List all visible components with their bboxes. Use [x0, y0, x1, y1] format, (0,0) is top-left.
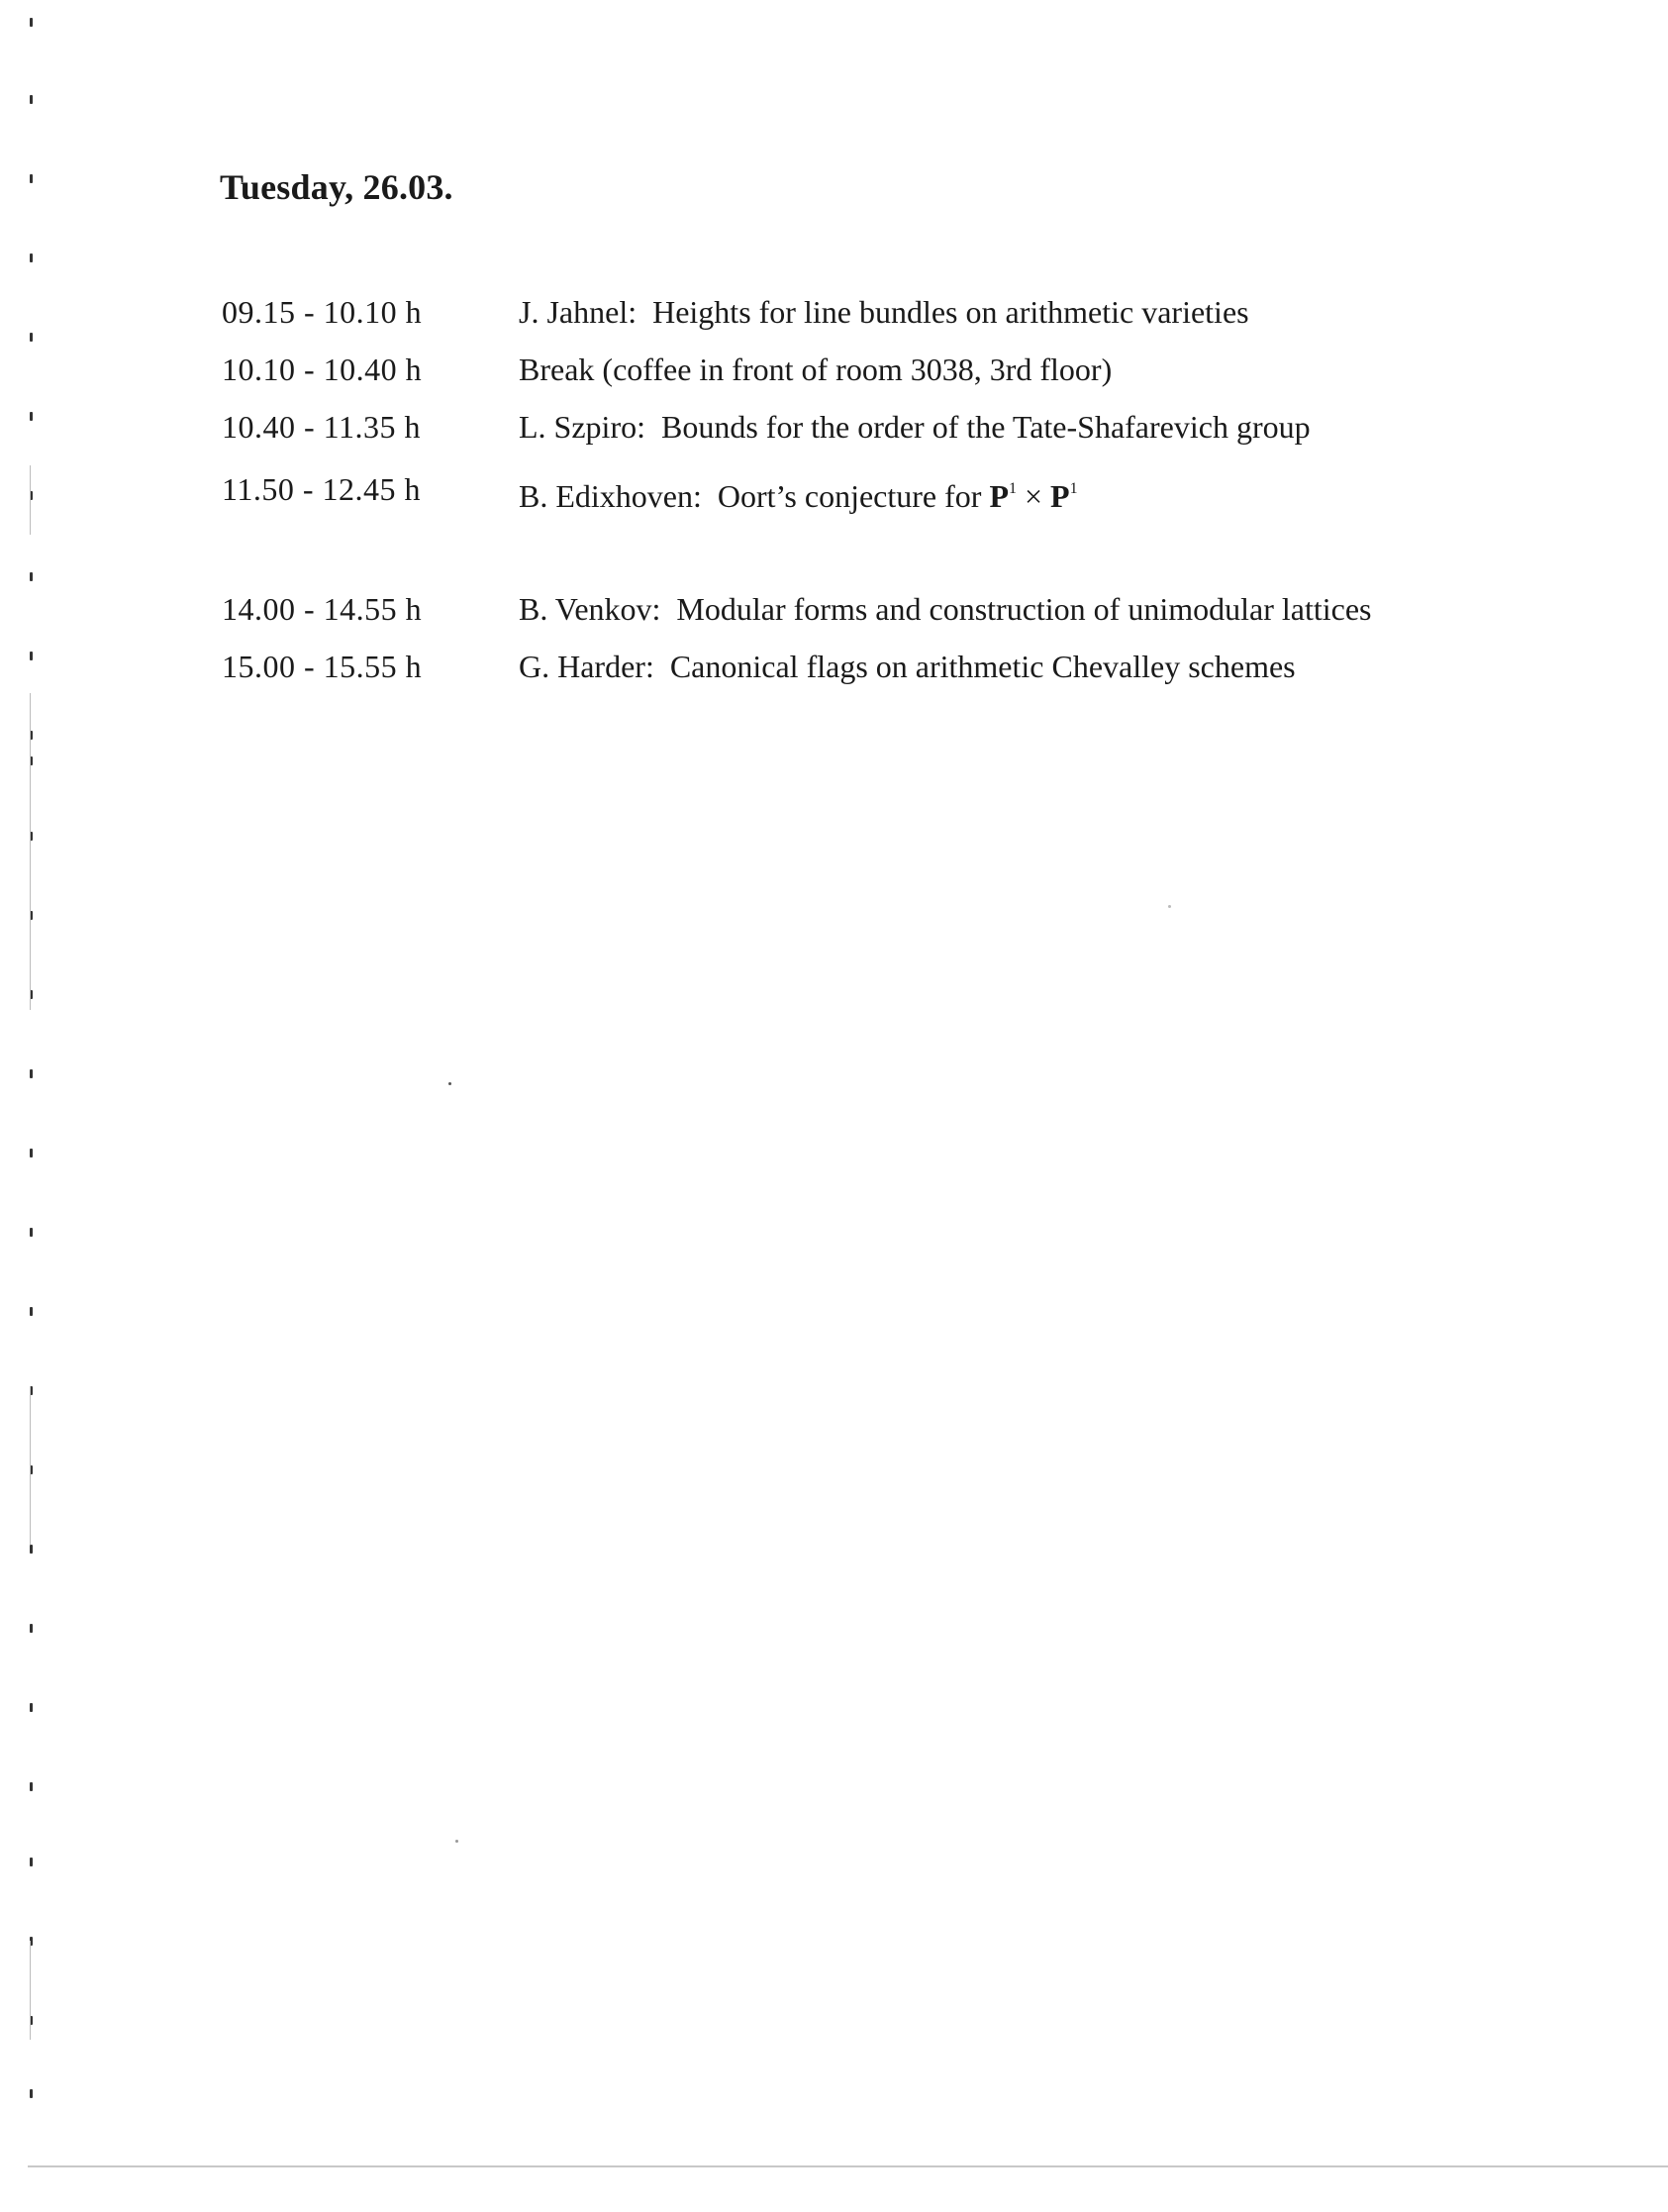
schedule-row	[0, 350, 1668, 389]
schedule-row	[0, 469, 1668, 514]
session-time: 09.15 - 10.10 h	[222, 294, 423, 330]
session-time: 10.10 - 10.40 h	[222, 352, 423, 387]
math-exponent: 1	[1008, 480, 1017, 497]
scan-speck	[455, 1840, 458, 1843]
talk-title: Modular forms and construction of unimodular lattices	[676, 591, 1372, 627]
math-base: P	[1050, 478, 1070, 514]
schedule-row	[0, 589, 1668, 629]
session-talk	[519, 647, 1296, 686]
talk-title: Heights for line bundles on arithmetic varieties	[652, 294, 1249, 330]
scan-streak	[30, 1386, 31, 1545]
talk-title: Canonical flags on arithmetic Chevalley schemes	[669, 649, 1296, 684]
session-time: 15.00 - 15.55 h	[222, 649, 423, 684]
talk-title: Oort’s conjecture for	[717, 478, 990, 514]
session-time: 10.40 - 11.35 h	[222, 409, 421, 445]
speaker-name: B. Venkov:	[519, 591, 661, 627]
session-talk	[519, 407, 1311, 447]
speaker-name: L. Szpiro:	[519, 409, 645, 445]
schedule-row	[0, 292, 1668, 332]
session-time: 14.00 - 14.55 h	[222, 591, 423, 627]
schedule-row	[0, 647, 1668, 686]
scan-streak	[30, 693, 31, 1010]
scan-speck	[1168, 905, 1171, 908]
session-talk	[519, 292, 1249, 332]
speaker-name: G. Harder:	[519, 649, 654, 684]
scan-speck	[448, 1082, 451, 1085]
break-note: Break (coffee in front of room 3038, 3rd floor)	[519, 352, 1113, 387]
talk-title: Bounds for the order of the Tate-Shafarevich group	[660, 409, 1311, 445]
speaker-name: J. Jahnel:	[519, 294, 638, 330]
scan-margin-marks	[24, 0, 44, 2212]
session-time: 11.50 - 12.45 h	[222, 471, 421, 507]
session-talk	[519, 589, 1371, 629]
math-exponent: 1	[1069, 480, 1078, 497]
session-talk	[519, 469, 1078, 516]
speaker-name: B. Edixhoven:	[519, 478, 702, 514]
math-operator: ×	[1024, 478, 1043, 514]
scan-streak	[30, 1941, 31, 2040]
session-talk	[519, 350, 1112, 389]
schedule-row	[0, 407, 1668, 447]
scan-bottom-edge	[28, 2165, 1668, 2167]
day-heading: Tuesday, 26.03.	[220, 167, 453, 207]
math-base: P	[989, 478, 1009, 514]
